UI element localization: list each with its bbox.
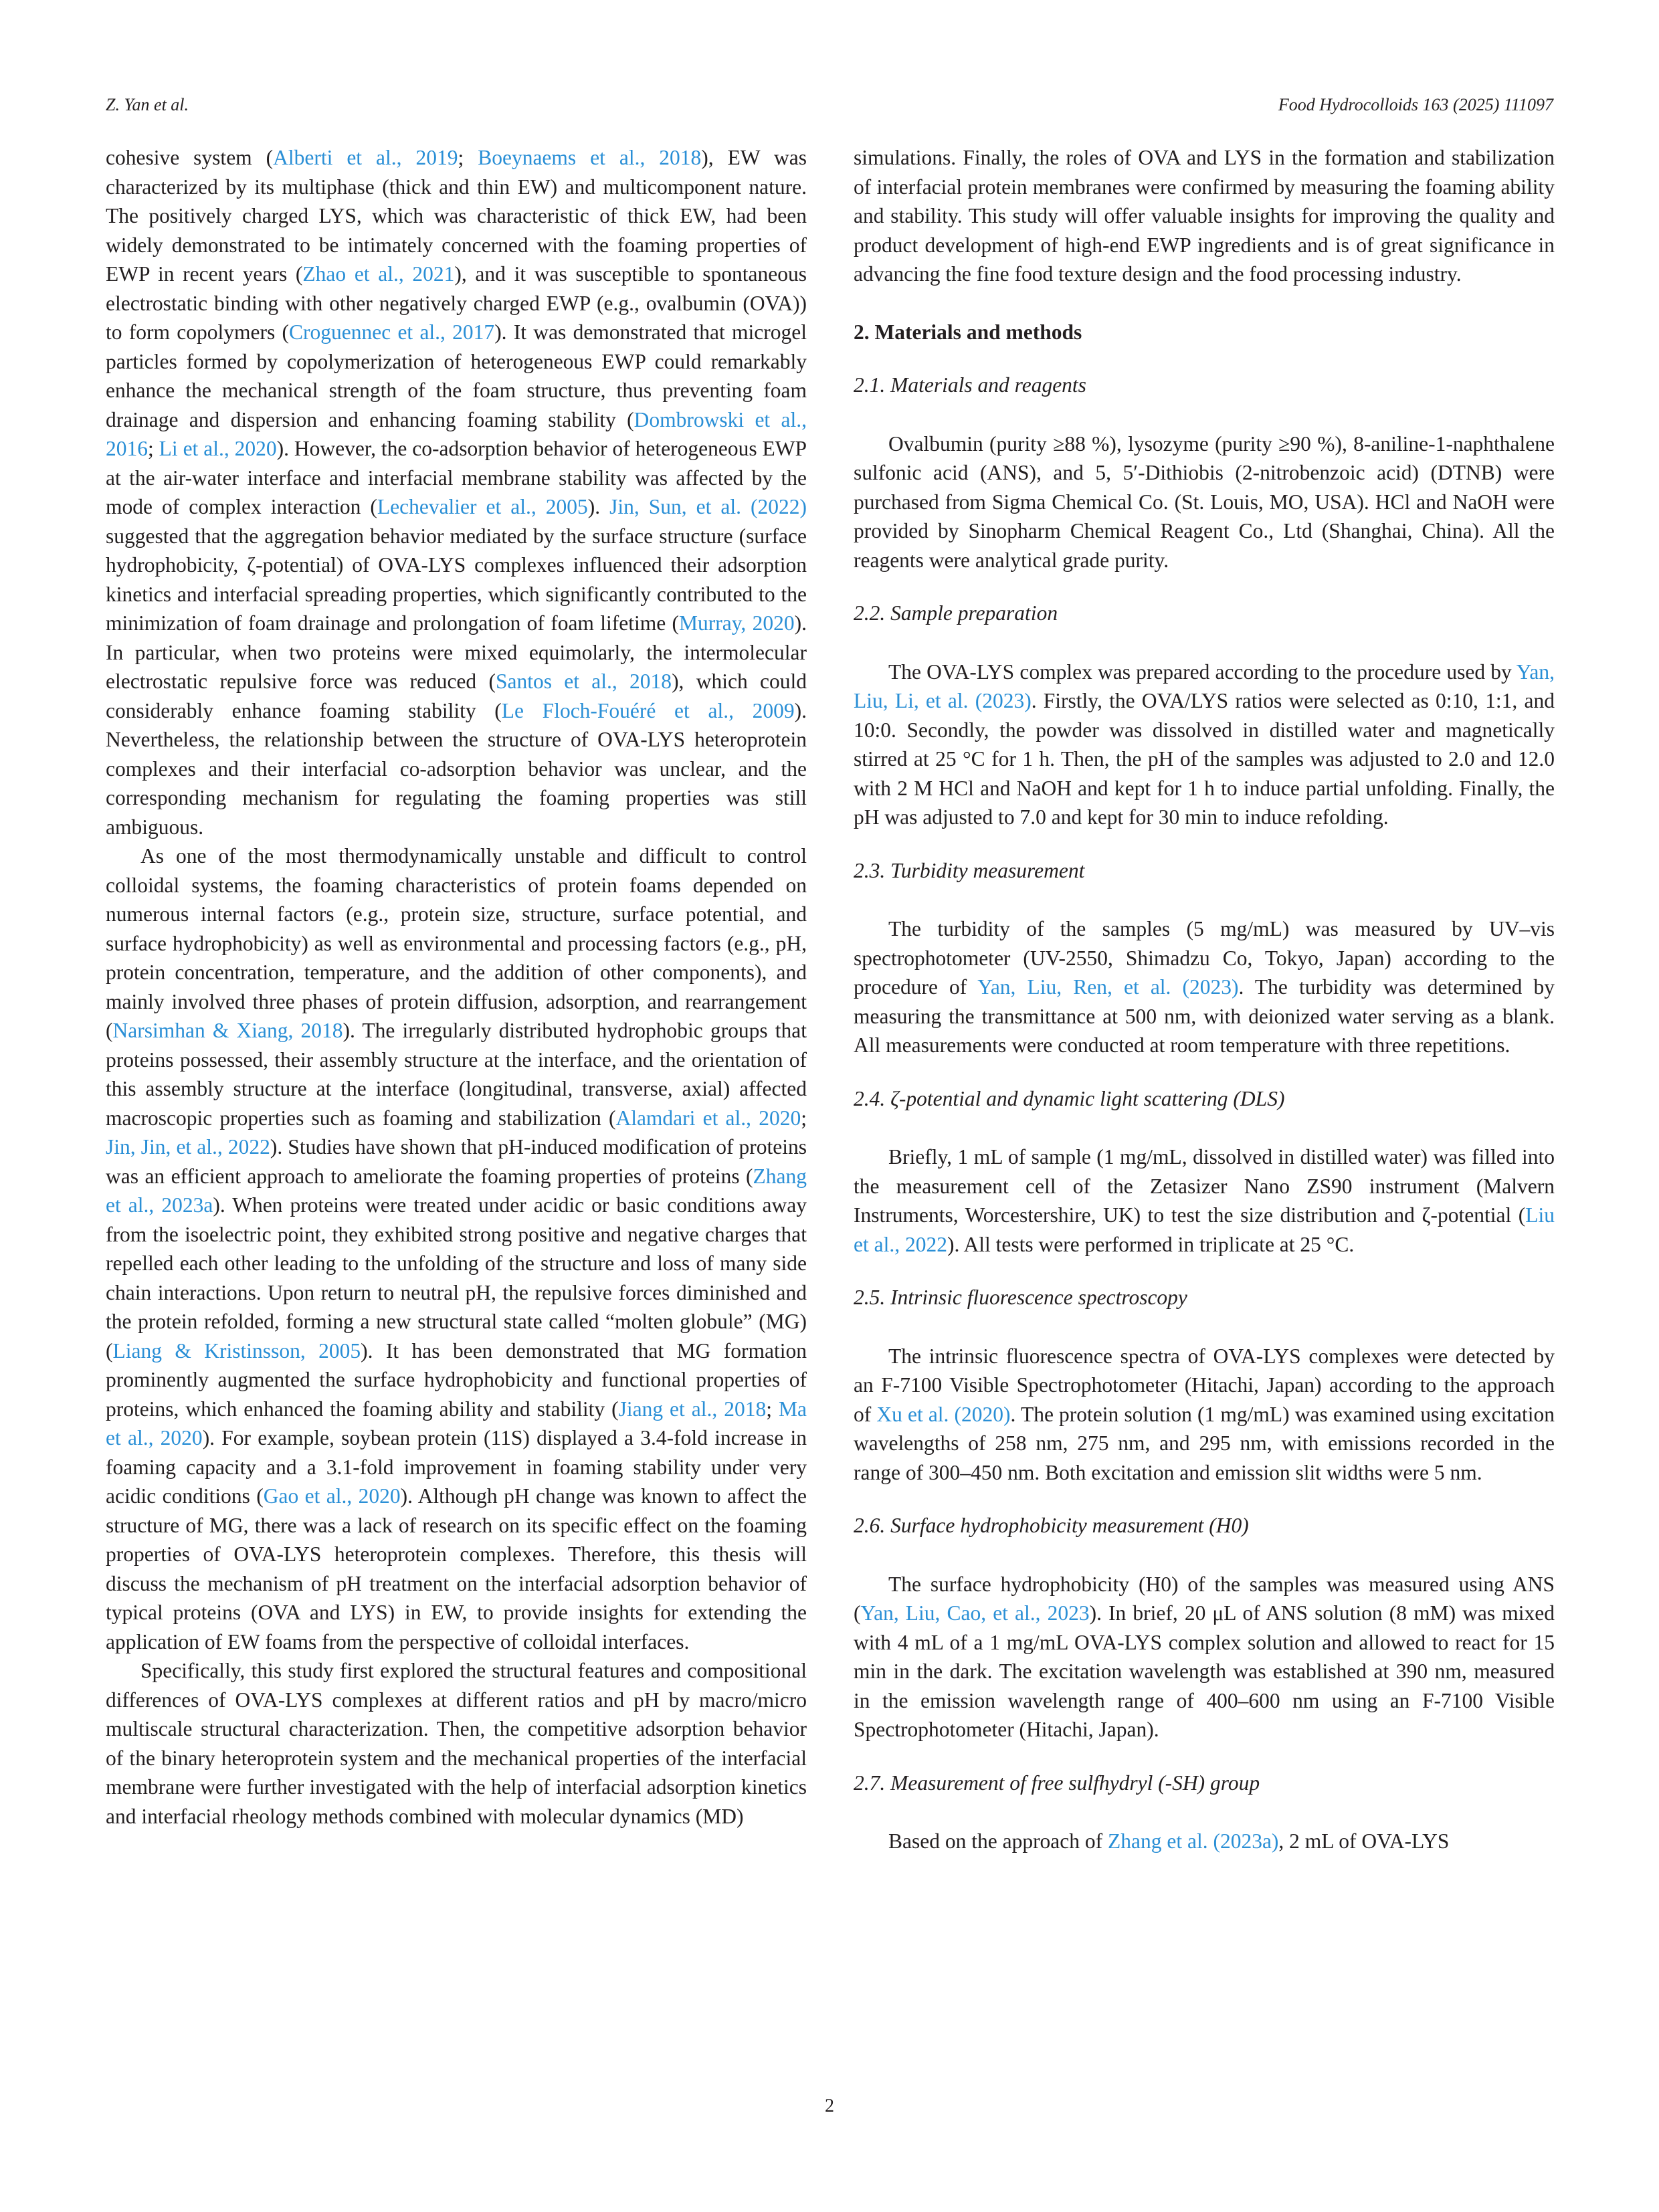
paragraph-intro-end: simulations. Finally, the roles of OVA and LYS in the formation and stabilization of interfacial protein membranes were confirmed by measuring the foaming ability and stability. This study will offer valuable insights for improving the quality and product development of high-end EWP ingredients and is of great significance in advancing the fine food texture design and the food processing industry.	[854, 146, 1555, 286]
paragraph-sample-preparation: The OVA-LYS complex was prepared according to the procedure used by Yan, Liu, Li, et al. (2023). Firstly, the OVA/LYS ratios were selected as 0:10, 1:1, and 10:0. Secondly, the powder was dissolved in distilled water and magnetically stirred at 25 °C for 1 h. Then, the pH of the samples was adjusted to 2.0 and 12.0 with 2 M HCl and NaOH and kept for 1 h to induce partial unfolding. Finally, the pH was adjusted to 7.0 and kept for 30 min to induce refolding.	[854, 660, 1555, 829]
subsection-heading-turbidity: 2.3. Turbidity measurement	[854, 858, 1085, 882]
citation-link[interactable]: Santos et al., 2018	[495, 670, 672, 693]
paragraph-zeta-dls: Briefly, 1 mL of sample (1 mg/mL, dissolved in distilled water) was filled into the measurement cell of the Zetasizer Nano ZS90 instrument (Malvern Instruments, Worcestershire, UK) to test the size distribution and ζ-potential (Liu et al., 2022). All tests were performed in triplicate at 25 °C.	[854, 1145, 1555, 1256]
citation-link[interactable]: Alberti et al., 2019	[273, 146, 458, 169]
citation-link[interactable]: Ma et al., 2020	[106, 1397, 807, 1449]
section-heading-materials-methods: 2. Materials and methods	[854, 320, 1082, 344]
paragraph-study-aims: Specifically, this study first explored the structural features and compositional differences of OVA-LYS complexes at different ratios and pH by macro/micro multiscale structural characterization. Then, the competitive adsorption behavior of the binary heteroprotein system and the mechanical properties of the interfacial membrane were further investigated with the help of interfacial adsorption kinetics and interfacial rheology methods combined with molecular dynamics (MD)	[106, 1659, 807, 1828]
paragraph-fluorescence: The intrinsic fluorescence spectra of OVA-LYS complexes were detected by an F-7100 Visible Spectrophotometer (Hitachi, Japan) according to the approach of Xu et al. (2020). The protein solution (1 mg/mL) was examined using excitation wavelengths of 258 nm, 275 nm, and 295 nm, with emissions recorded in the range of 300–450 nm. Both excitation and emission slit widths were 5 nm.	[854, 1344, 1555, 1484]
subsection-heading-materials-reagents: 2.1. Materials and reagents	[854, 373, 1086, 397]
citation-link[interactable]: Alamdari et al., 2020	[615, 1106, 801, 1130]
citation-link[interactable]: Xu et al. (2020)	[876, 1402, 1011, 1426]
running-header-journal: Food Hydrocolloids 163 (2025) 111097	[1278, 95, 1553, 114]
citation-link[interactable]: Boeynaems et al., 2018	[478, 146, 702, 169]
citation-link[interactable]: Murray, 2020	[679, 611, 795, 635]
citation-link[interactable]: Zhao et al., 2021	[302, 262, 455, 286]
citation-link[interactable]: Yan, Liu, Li, et al. (2023)	[854, 660, 1555, 712]
citation-link[interactable]: Zhang et al., 2023a	[106, 1164, 807, 1217]
running-header-authors: Z. Yan et al.	[106, 95, 189, 114]
page-number: 2	[825, 2096, 834, 2116]
citation-link[interactable]: Lechevalier et al., 2005	[377, 495, 588, 518]
paragraph-hydrophobicity: The surface hydrophobicity (H0) of the samples was measured using ANS (Yan, Liu, Cao, et al., 2023). In brief, 20 μL of ANS solution (8 mM) was mixed with 4 mL of a 1 mg/mL OVA-LYS complex solution and allowed to react for 15 min in the dark. The excitation wavelength was established at 390 nm, measured in the emission wavelength range of 400–600 nm using an F-7100 Visible Spectrophotometer (Hitachi, Japan).	[854, 1572, 1555, 1741]
citation-link[interactable]: Jiang et al., 2018	[618, 1397, 767, 1421]
citation-link[interactable]: Jin, Sun, et al. (2022)	[609, 495, 807, 518]
right-column	[854, 143, 1555, 1856]
subsection-heading-hydrophobicity: 2.6. Surface hydrophobicity measurement (H0)	[854, 1514, 1249, 1537]
citation-link[interactable]: Gao et al., 2020	[263, 1484, 401, 1508]
subsection-heading-sample-preparation: 2.2. Sample preparation	[854, 601, 1058, 625]
citation-link[interactable]: Liang & Kristinsson, 2005	[112, 1338, 361, 1363]
left-column	[106, 143, 807, 1831]
citation-link[interactable]: Croguennec et al., 2017	[288, 320, 495, 344]
citation-link[interactable]: Le Floch-Fouéré et al., 2009	[501, 698, 795, 722]
paragraph-foam-factors: As one of the most thermodynamically unstable and difficult to control colloidal systems, the foaming characteristics of protein foams depended on numerous internal factors (e.g., protein size, structure, surface potential, and surface hydrophobicity) as well as environmental and processing factors (e.g., pH, protein concentration, temperature, and the addition of other components), and mainly involved three phases of protein diffusion, adsorption, and rearrangement (Narsimhan & Xiang, 2018). The irregularly distributed hydrophobic groups that proteins possessed, their assembly structure at the interface, and the orientation of this assembly structure at the interface (longitudinal, transverse, axial) affected macroscopic properties such as foaming and stabilization (Alamdari et al., 2020; Jin, Jin, et al., 2022). Studies have shown that pH-induced modification of proteins was an efficient approach to ameliorate the foaming properties of proteins (Zhang et al., 2023a). When proteins were treated under acidic or basic conditions away from the isoelectric point, they exhibited strong positive and negative charges that repelled each other leading to the unfolding of the structure and loss of many side chain interactions. Upon return to neutral pH, the repulsive forces diminished and the protein refolded, forming a new structural state called “molten globule” (MG) (Liang & Kristinsson, 2005). It has been demonstrated that MG formation prominently augmented the surface hydrophobicity and functional properties of proteins, which enhanced the foaming ability and stability (Jiang et al., 2018; Ma et al., 2020). For example, soybean protein (11S) displayed a 3.4-fold increase in foaming capacity and a 3.1-fold improvement in foaming stability under very acidic conditions (Gao et al., 2020). Although pH change was known to affect the structure of MG, there was a lack of research on its specific effect on the foaming properties of OVA-LYS heteroprotein complexes. Therefore, this thesis will discuss the mechanism of pH treatment on the interfacial adsorption behavior of typical proteins (OVA and LYS) in EW, to provide insights for extending the application of EW foams from the perspective of colloidal interfaces.	[106, 844, 807, 1653]
citation-link[interactable]: Li et al., 2020	[159, 437, 277, 460]
subsection-heading-fluorescence: 2.5. Intrinsic fluorescence spectroscopy	[854, 1286, 1187, 1309]
citation-link[interactable]: Yan, Liu, Cao, et al., 2023	[860, 1601, 1090, 1625]
citation-link[interactable]: Liu et al., 2022	[854, 1203, 1555, 1256]
citation-link[interactable]: Narsimhan & Xiang, 2018	[112, 1019, 343, 1042]
citation-link[interactable]: Jin, Jin, et al., 2022	[106, 1135, 270, 1159]
paragraph-turbidity: The turbidity of the samples (5 mg/mL) was measured by UV–vis spectrophotometer (UV-2550, Shimadzu Co, Tokyo, Japan) according to the procedure of Yan, Liu, Ren, et al. (2023). The turbidity was determined by measuring the transmittance at 500 nm, with deionized water serving as a blank. All measurements were conducted at room temperature with three repetitions.	[854, 917, 1555, 1057]
citation-link[interactable]: Yan, Liu, Ren, et al. (2023)	[977, 975, 1239, 999]
subsection-heading-sulfhydryl: 2.7. Measurement of free sulfhydryl (-SH) group	[854, 1771, 1260, 1795]
citation-link[interactable]: Dombrowski et al., 2016	[106, 407, 807, 460]
subsection-heading-zeta-dls: 2.4. ζ-potential and dynamic light scattering (DLS)	[854, 1086, 1285, 1110]
paragraph-intro-continued: cohesive system (Alberti et al., 2019; Boeynaems et al., 2018), EW was characterized by its multiphase (thick and thin EW) and multicomponent nature. The positively charged LYS, which was characteristic of thick EW, had been widely demonstrated to be intimately concerned with the foaming properties of EWP in recent years (Zhao et al., 2021), and it was susceptible to spontaneous electrostatic binding with other negatively charged EWP (e.g., ovalbumin (OVA)) to form copolymers (Croguennec et al., 2017). It was demonstrated that microgel particles formed by copolymerization of heterogeneous EWP could remarkably enhance the mechanical strength of the foam structure, thus preventing foam drainage and dispersion and enhancing foaming stability (Dombrowski et al., 2016; Li et al., 2020). However, the co-adsorption behavior of heterogeneous EWP at the air-water interface and interfacial membrane stability was affected by the mode of complex interaction (Lechevalier et al., 2005). Jin, Sun, et al. (2022) suggested that the aggregation behavior mediated by the surface structure (surface hydrophobicity, ζ-potential) of OVA-LYS complexes influenced their adsorption kinetics and interfacial spreading properties, which significantly contributed to the minimization of foam drainage and prolongation of foam lifetime (Murray, 2020). In particular, when two proteins were mixed equimolarly, the intermolecular electrostatic repulsive force was reduced (Santos et al., 2018), which could considerably enhance foaming stability (Le Floch-Fouéré et al., 2009). Nevertheless, the relationship between the structure of OVA-LYS heteroprotein complexes and their interfacial co-adsorption behavior was unclear, and the corresponding mechanism for regulating the foaming properties was still ambiguous.	[106, 146, 807, 839]
citation-link[interactable]: Zhang et al. (2023a)	[1108, 1829, 1279, 1853]
paragraph-sulfhydryl: Based on the approach of Zhang et al. (2023a), 2 mL of OVA-LYS	[888, 1829, 1450, 1853]
paragraph-materials: Ovalbumin (purity ≥88 %), lysozyme (purity ≥90 %), 8-aniline-1-naphthalene sulfonic acid (ANS), and 5, 5′-Dithiobis (2-nitrobenzoic acid) (DTNB) were purchased from Sigma Chemical Co. (St. Louis, MO, USA). HCl and NaOH were provided by Sinopharm Chemical Reagent Co., Ltd (Shanghai, China). All the reagents were analytical grade purity.	[854, 431, 1555, 572]
